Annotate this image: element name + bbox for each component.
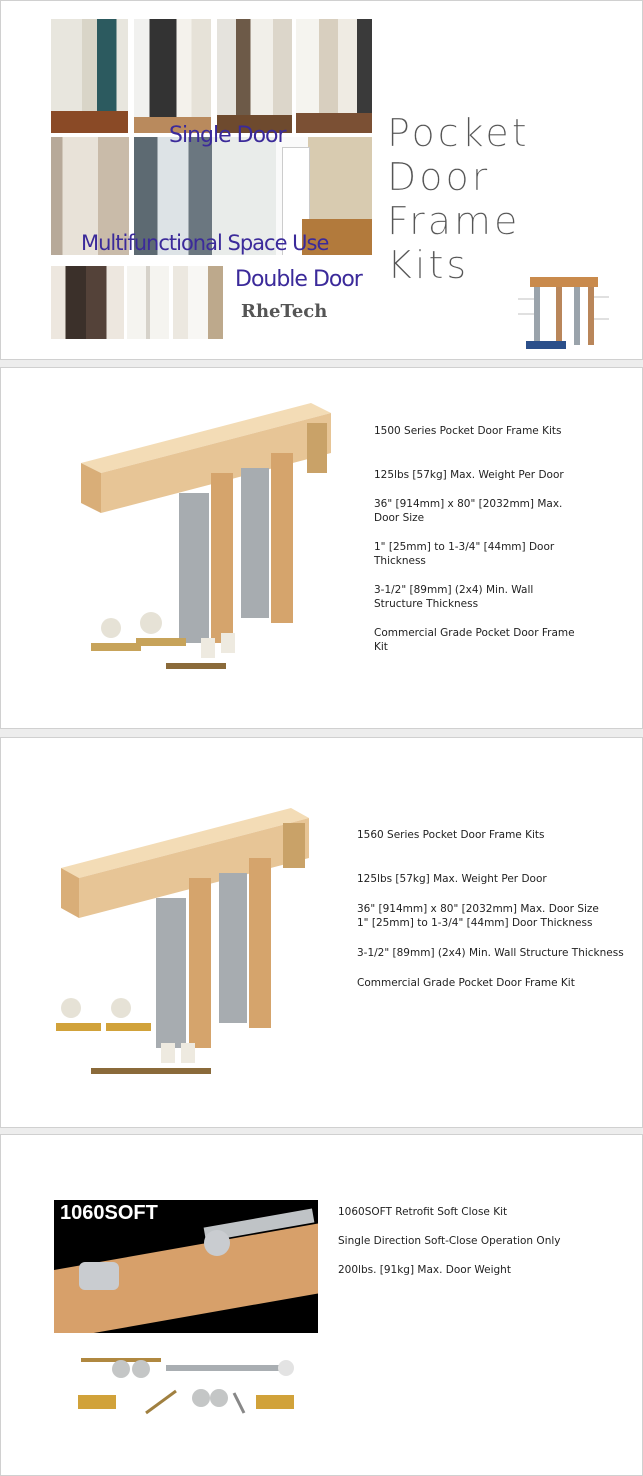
multifunctional-label: Multifunctional Space Use <box>81 231 329 255</box>
kit-1500-page <box>0 367 643 729</box>
title-line-1: Pocket <box>387 111 530 155</box>
banner-page <box>0 0 643 360</box>
kit-1500-spec-wall: 3-1/2" [89mm] (2x4) Min. Wall Structure Thickness <box>374 584 534 610</box>
kit-1060soft-spec-weight: 200lbs. [91kg] Max. Door Weight <box>338 1264 511 1276</box>
kit-1060soft-spec-operation: Single Direction Soft-Close Operation Only <box>338 1235 561 1247</box>
room-photo-10 <box>173 266 223 339</box>
kit-1560-spec-weight: 125lbs [57kg] Max. Weight Per Door <box>357 873 547 885</box>
title-line-3: Frame <box>387 199 521 243</box>
kit-1060soft-page <box>0 1134 643 1476</box>
room-photo-9 <box>127 266 169 339</box>
kit-1560-spec-grade: Commercial Grade Pocket Door Frame Kit <box>357 977 575 989</box>
kit-1500-product-image <box>71 393 341 693</box>
kit-1060soft-specs <box>338 1205 598 1277</box>
brand-logo: RheTech <box>241 301 328 322</box>
kit-1060soft-title: 1060SOFT Retrofit Soft Close Kit <box>338 1206 508 1218</box>
kit-1500-specs <box>374 424 584 669</box>
kit-1500-spec-grade: Commercial Grade Pocket Door Frame Kit <box>374 627 575 653</box>
room-photo-3 <box>217 19 292 133</box>
frame-diagram-thumbnail <box>516 269 611 354</box>
kit-1560-title: 1560 Series Pocket Door Frame Kits <box>357 829 545 841</box>
kit-1560-spec-wall: 3-1/2" [89mm] (2x4) Min. Wall Structure Thickness <box>357 947 624 959</box>
kit-1500-spec-thickness: 1" [25mm] to 1-3/4" [44mm] Door Thickness <box>374 541 555 567</box>
kit-1560-spec-size: 36" [914mm] x 80" [2032mm] Max. Door Size <box>357 903 599 915</box>
kit-1060soft-hardware-image <box>76 1353 301 1423</box>
kit-1500-title: 1500 Series Pocket Door Frame Kits <box>374 425 562 437</box>
title-line-4: Kits <box>387 243 470 287</box>
kit-1500-spec-weight: 125lbs [57kg] Max. Weight Per Door <box>374 469 564 481</box>
kit-1500-spec-size: 36" [914mm] x 80" [2032mm] Max. Door Size <box>374 498 563 524</box>
room-photo-8 <box>51 266 124 339</box>
kit-1560-product-image <box>51 798 316 1098</box>
single-door-label: Single Door <box>169 123 286 148</box>
kit-1560-page <box>0 737 643 1128</box>
kit-1060soft-product-photo <box>54 1200 318 1333</box>
double-door-label: Double Door <box>235 267 362 292</box>
room-photo-4 <box>296 19 372 133</box>
room-photo-2 <box>134 19 211 133</box>
kit-1560-spec-thickness: 1" [25mm] to 1-3/4" [44mm] Door Thickness <box>357 917 593 929</box>
kit-1060soft-image-label: 1060SOFT <box>60 1202 158 1224</box>
kit-1560-specs <box>357 828 627 990</box>
title-line-2: Door <box>387 155 491 199</box>
room-photo-1 <box>51 19 128 133</box>
